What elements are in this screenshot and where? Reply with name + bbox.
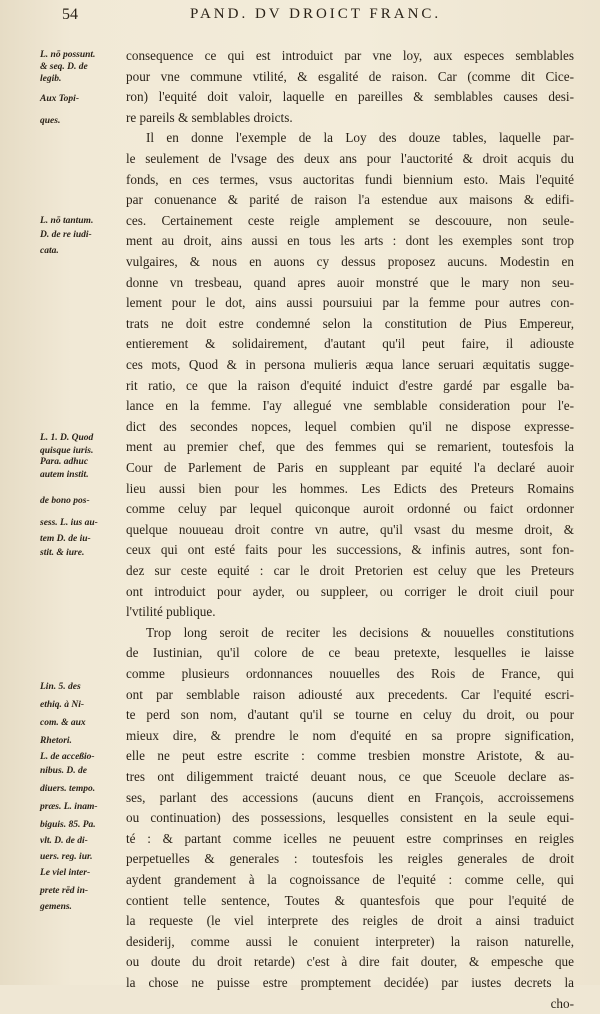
text-line: ces. Certainement ceste reigle amplement se descouure, non seule- [126,212,574,228]
text-line: de Iustinian, qu'il colore de ce beau pretexte, lesquelles ie laisse [126,645,574,661]
text-line: ment au droit, ains aussi en tous les arts : dont les exemples sont trop [126,233,574,249]
text-line: lement pour le dot, ains aussi poursuiui par la femme pour autres con- [126,295,574,311]
margin-note: D. de re iudi- [40,230,92,240]
text-line: tres ont diligemment traicté deuant nous, ce que Sceuole declare as- [126,769,574,784]
text-line: la chose ne puisse estre promptement decidée) par iustes decrets la [126,975,574,990]
text-line: desiderij, comme aussi le conuient interpreter) la raison naturelle, [126,933,574,949]
text-line: entierement & solidairement, d'autant qu'il peut faire, il adiouste [126,336,574,352]
text-line: re pareils & semblables droicts. [126,109,293,125]
text-line: lance en la femme. I'ay allegué vne semblable consideration pour l'e- [126,398,574,414]
text-line: par conuenance & parité de raison l'a estendue aux maisons & edifi- [126,192,574,208]
text-line: cho- [550,995,574,1011]
text-line: ceux qui ont esté faits pour les successions, & infinis autres, sont fon- [126,542,574,558]
text-line: vulgaires, & nous en auons cy dessus proposez aucuns. Modestin en [126,254,574,269]
text-line: l'vtilité publique. [126,604,216,620]
margin-note: ques. [40,116,61,126]
text-line: trats ne doit estre condemné selon la constitution de Pius Empereur, [126,315,574,331]
margin-note: Rhetori. [40,736,72,746]
text-line: ont introduict pour ayder, ou suppleer, ou corriger le droit ciuil pour [126,583,574,599]
margin-note: biguis. 85. Pa. [40,820,96,830]
margin-note: cata. [40,246,59,256]
margin-note: tem D. de iu- [40,534,91,544]
text-line: ces mots, Quod & in persona mulieris æqua lance seruari æquitatis sugge- [126,357,574,372]
text-line: Il en donne l'exemple de la Loy des douze tables, laquelle par- [146,130,574,146]
text-line: aydent grandement à la cognoissance de l'equité : comme celle, qui [126,872,574,887]
text-line: donne vn tresbeau, quand apres auoir monstré que le mary non seu- [126,274,574,290]
text-line: perpetuelles & generales : toutesfois les reigles generales de droit [126,851,574,867]
margin-note: diuers. tempo. [40,784,96,794]
margin-note: vlt. D. de di- [40,836,88,846]
text-line: ont par semblable raison adiousté aux precedents. Car l'equité escri- [126,686,574,702]
margin-note: Le viel inter- [40,868,91,878]
margin-note: L. nō tantum. [40,216,94,226]
text-line: té : & partant comme icelles ne peuuent estre comprinses en reigles [126,830,574,846]
running-head: PAND. DV DROICT FRANC. [190,6,442,22]
text-line: la requeste (le viel interprete des reigles de droit a ainsi traduict [126,913,574,929]
text-line: ment au premier chef, que des femmes qui se remarient, toutesfois la [126,439,574,455]
margin-note: com. & aux [40,718,86,728]
text-line: rit ratio, ce que la raison d'equité induict d'estre gardé par esgalle ba- [126,377,574,393]
margin-note: ethiq. à Ni- [40,700,85,710]
margin-note: legib. [40,74,62,84]
text-line: ou continuation) des possessions, lesquelles consistent en la seule equi- [126,810,574,826]
margin-note: L. nō possunt. [40,50,96,60]
margin-note: quisque iuris. [40,446,94,456]
text-line: comme plusieurs ordonnances nouuelles des Rois de France, qui [126,666,574,681]
margin-note: nibus. D. de [40,766,87,776]
text-line: Trop long seroit de reciter les decisions & nouuelles constitutions [146,624,574,640]
text-line: Cour de Parlement de Paris en suppleant par equité l'a declaré auoir [126,460,574,475]
text-line: comme celuy par lequel quiconque auroit ordonné ou faict ordonner [126,501,574,517]
text-line: elle ne peut estre escrite : comme tresbien monstre Aristote, & au- [126,748,574,764]
text-line: ses, parlant des accessions (aucuns dient en François, accroissemens [126,789,574,805]
text-line: contient telle sentence, Toutes & quantesfois que pour l'equité de [126,892,574,908]
text-line: consequence ce qui est introduict par vne loy, aux especes semblables [126,48,574,63]
text-line: ou doute du droit retarde) c'est à dire fait douter, & empesche que [126,954,574,970]
margin-note: Para. adhuc [40,457,89,467]
text-line: quelque nouueau droit contre vn autre, qu'il vsast du mesme droit, & [126,521,574,537]
margin-note: stit. & iure. [40,548,85,558]
margin-note: Aux Topi- [40,94,79,104]
text-line: te perd son nom, d'autant qu'il se tourne en celuy du droit, ou pour [126,707,574,723]
margin-note: & seq. D. de [40,62,88,72]
text-line: dez sur ceste equité : car le droit Pretorien est celuy que les Preteurs [126,563,574,578]
margin-note: Lin. 5. des [40,682,81,692]
margin-note: uers. reg. iur. [40,852,93,862]
margin-note: prete rēd in- [40,886,89,896]
margin-note: sess. L. ius au- [40,518,98,528]
text-line: le seulement de l'vsage des deux ans pour l'auctorité & droit acquis du [126,151,574,166]
page-header [0,4,600,28]
text-line: fonds, en ces termes, vsus auctoritas fundi biennium esto. Mais l'equité [126,171,574,187]
margin-note: de bono pos- [40,496,90,506]
margin-note: præs. L. inam- [40,802,98,812]
text-line: dict des secondes nopces, lequel combien qu'il ne dispose expresse- [126,418,574,434]
text-line: lieu aussi bien pour les hommes. Les Edicts des Preteurs Romains [126,480,574,496]
text-line: pour vne commune vtilité, & esgalité de raison. Car (comme dit Cice- [126,68,574,84]
text-line: mieux dire, & prendre le nom d'equité en sa propre signification, [126,727,574,743]
margin-note: L. de acceßio- [40,752,95,762]
page-number: 54 [62,6,78,23]
margin-note: autem instit. [40,470,89,480]
margin-note: L. 1. D. Quod [40,433,94,443]
text-line: ron) l'equité doit valoir, laquelle en pareilles & semblables causes desi- [126,89,574,105]
margin-note: gemens. [40,902,72,912]
